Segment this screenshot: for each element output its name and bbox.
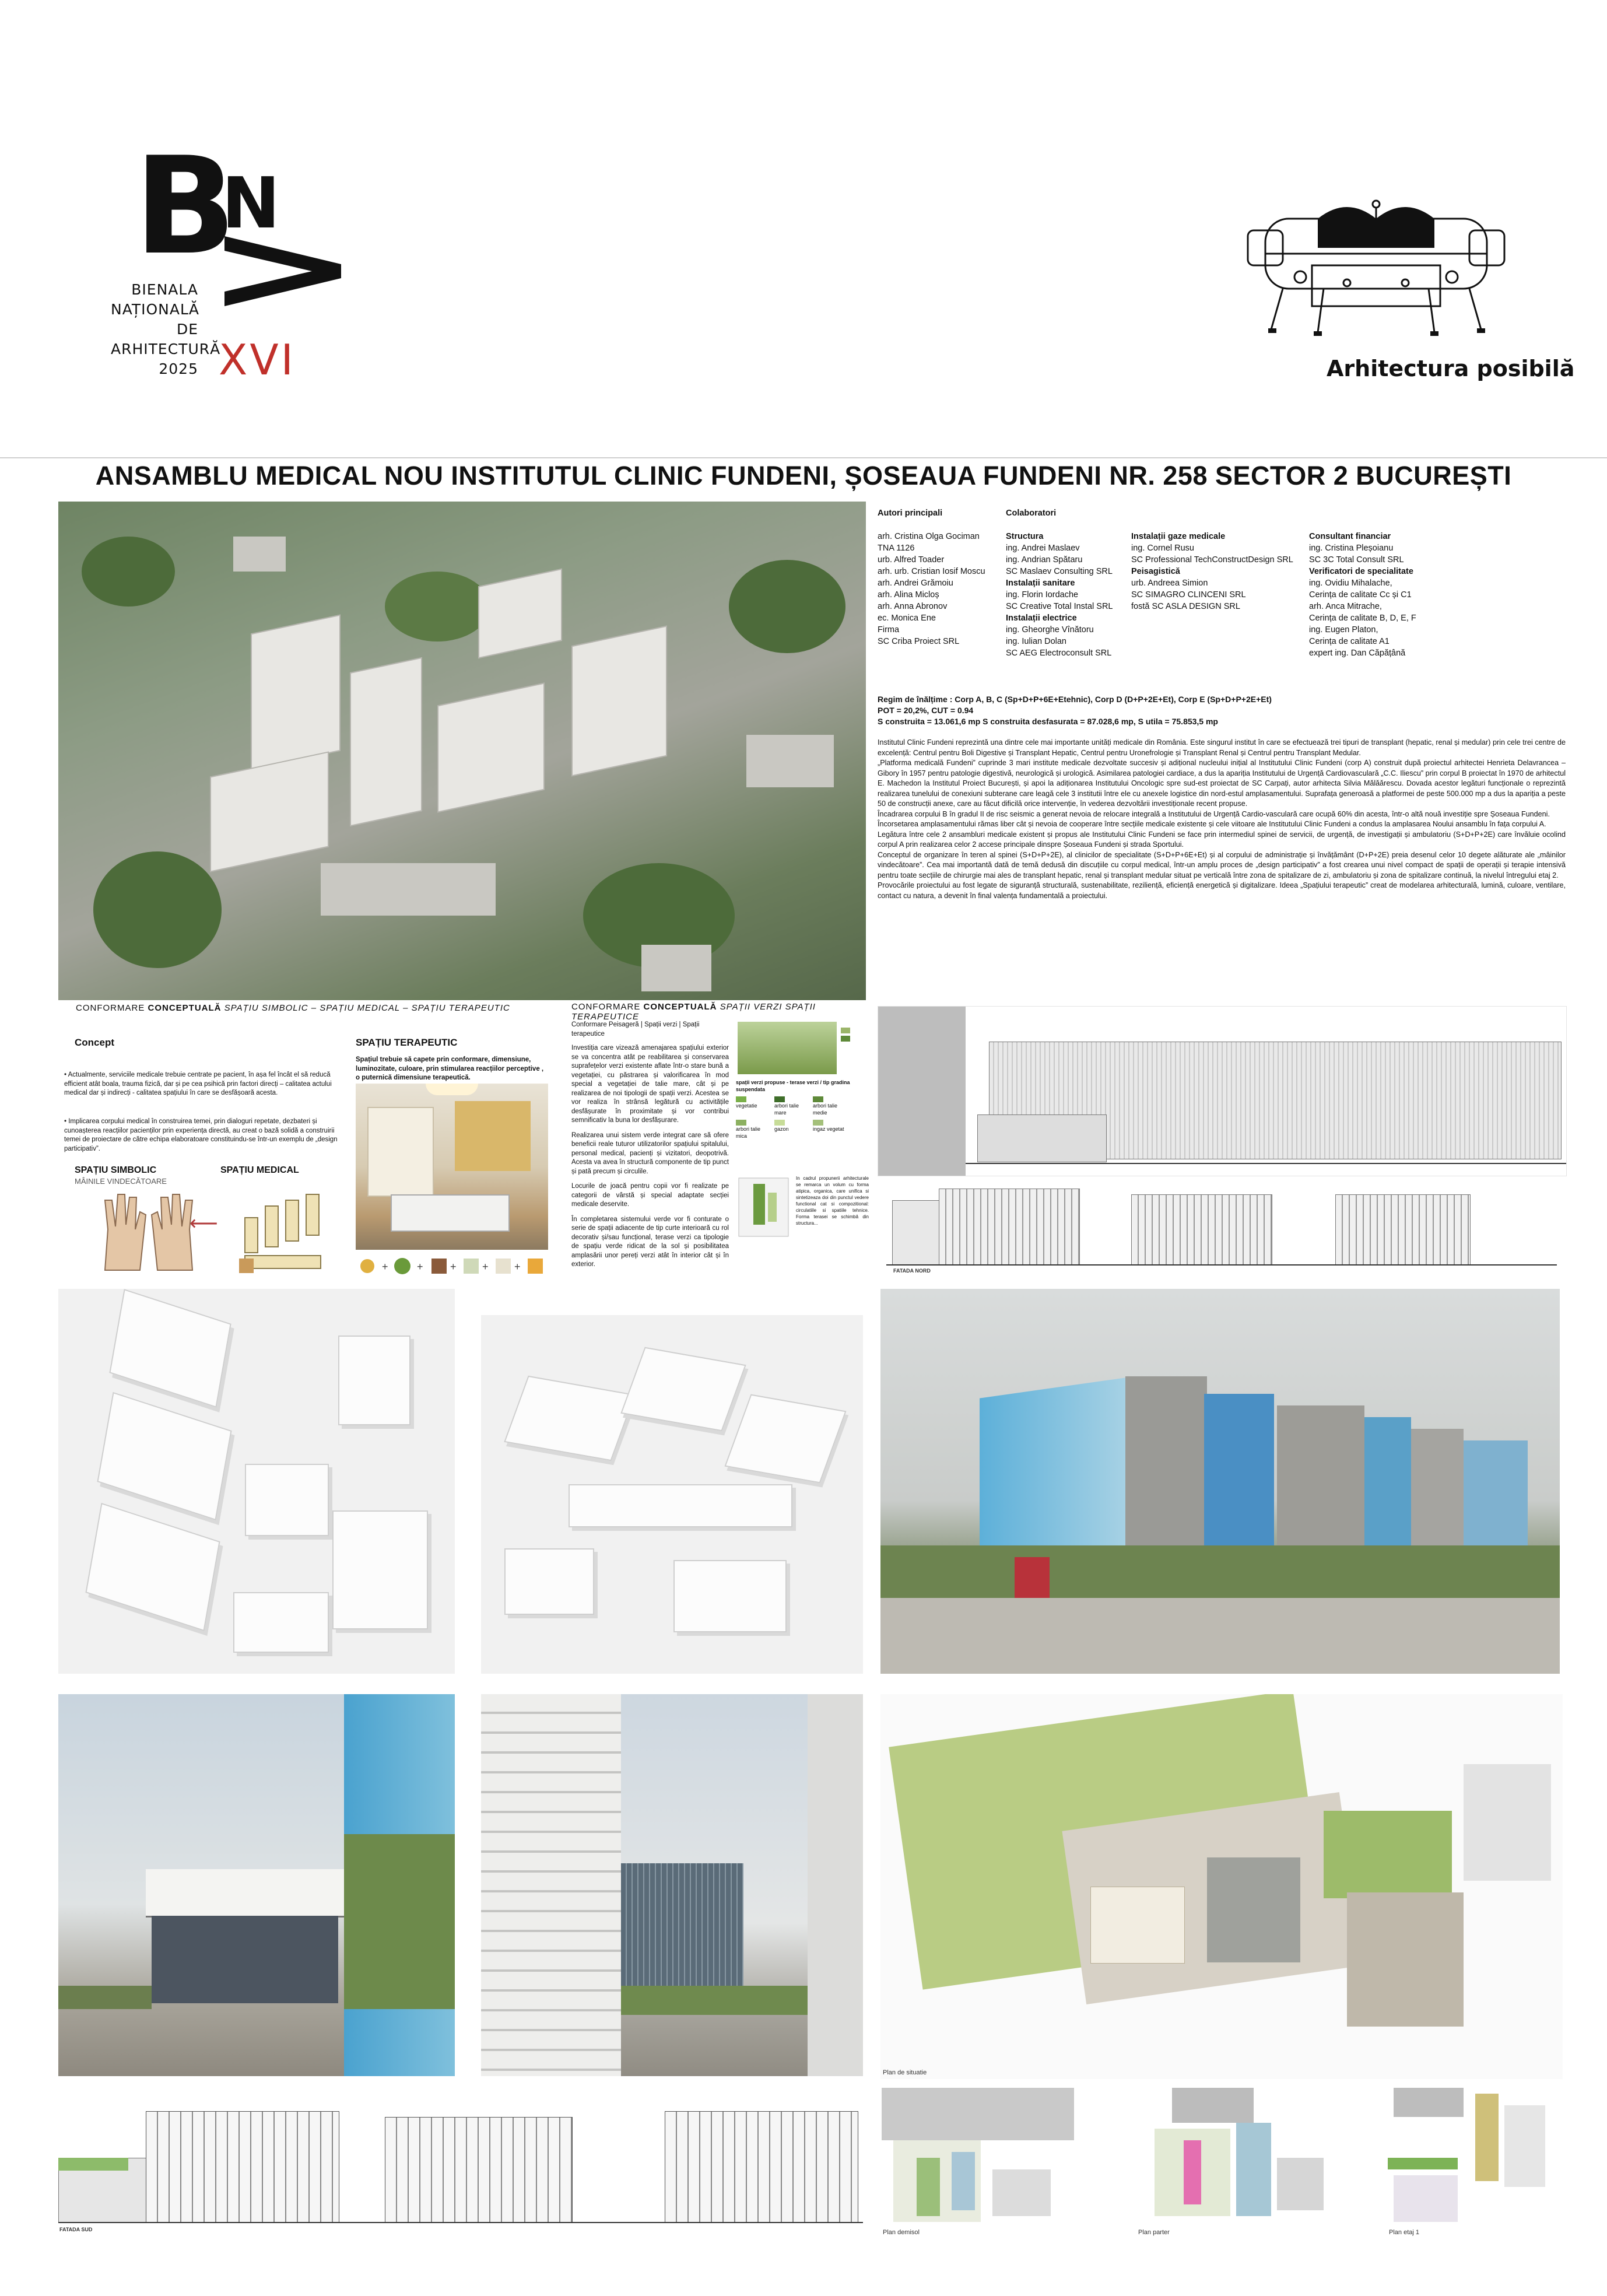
medical-label: SPAȚIU MEDICAL [220, 1165, 299, 1175]
credit-item: ing. Eugen Platon, [1309, 625, 1378, 635]
green-section-heading [571, 1002, 875, 1022]
collaborators-column-2 [1131, 531, 1306, 612]
credit-item: Cerința de calitate Cc și C1 [1309, 590, 1412, 600]
credit-heading: Structura [1006, 532, 1044, 541]
credit-item: SC AEG Electroconsult SRL [1006, 649, 1112, 658]
concept-bullet-2: • Implicarea corpului medical în construirea temei, prin dialoguri repetate, dezbateri și cunoașterea reacțiilor pacienților prin experiența directă, au creat o bază solidă a construirii temei de proiectare de către echipa elaboratoare constituindu-se într-un exemplu de „design participativ”. [64, 1118, 338, 1152]
description-paragraph: Încorsetarea amplasamentului rămas liber cât și nevoia de cooperare între secțiile medicale existente și cele viitoare ale Institutului Clinic Fundeni a condus la amplasarea Noului ansamblu în fața corpului A. [878, 820, 1546, 828]
logo-a-text [0, 0, 1, 1]
green-legend-icon [840, 1026, 863, 1050]
entrance-render-1 [58, 1694, 455, 2076]
green-paragraph: Investiția care vizează amenajarea spațiului exterior se va concentra atât pe reabilitarea și conservarea suprafețelor verzi existente aflate într-o stare bună a vegetației, cu păstrarea și valorificarea în mod special a vegetației de talie mare, cât și pe realizarea de noi tipologii de spații verzi. Acestea se vor realiza în strânsă legătură cu activitățile desfășurate în proximitate și vor contribui semnificativ la buna lor desfășurare. [571, 1044, 729, 1124]
simbolic-sublabel: MÂINILE VINDECĂTOARE [75, 1177, 167, 1186]
project-stats [878, 694, 1566, 727]
bullet-text: Implicarea corpului medical în construirea temei, prin dialoguri repetate, dezbateri și cunoașterea reacțiilor pacienților prin experiența directă, au creat o bază solidă a construirii temei de proiectare de către echipa elaboratoare constituindu-se într-un exemplu de „design participativ”. [64, 1118, 338, 1152]
facade-drawing-main [878, 1006, 1567, 1176]
stats-surfaces: S construita = 13.061,6 mp S construita desfasurata = 87.028,6 mp, S utila = 75.853,5 mp [878, 717, 1218, 726]
credit-item: SC Creative Total Instal SRL [1006, 602, 1113, 611]
credit-item: ing. Andrian Spătaru [1006, 555, 1083, 565]
author-item: arh. Alina Micloș [878, 590, 939, 600]
plan-parter-label: Plan parter [1138, 2229, 1170, 2236]
author-item: arh. Andrei Grămoiu [878, 579, 953, 588]
plan-demisol-drawing [882, 2088, 1074, 2239]
credit-item: ing. Cornel Rusu [1131, 544, 1194, 553]
heading-caps: CONFORMARE [76, 1003, 148, 1013]
heading-bold: CONCEPTUALĂ [148, 1003, 222, 1013]
credit-item: SC 3C Total Consult SRL [1309, 555, 1404, 565]
concept-title: Concept [75, 1037, 114, 1048]
credit-item: Cerința de calitate A1 [1309, 637, 1390, 646]
collaborators-column [1006, 507, 1128, 659]
author-item: arh. Anna Abronov [878, 602, 948, 611]
logo-line: 2025 [159, 360, 198, 377]
credit-item: fostă SC ASLA DESIGN SRL [1131, 602, 1240, 611]
green-plan-icon [736, 1175, 791, 1239]
north-facade-label: FATADA NORD [893, 1268, 931, 1274]
white-model-axonometric-1 [58, 1289, 455, 1674]
north-facade-drawing [886, 1177, 1557, 1273]
logo-line: BIENALA [131, 281, 198, 298]
credit-heading: Peisagistică [1131, 567, 1180, 576]
green-note: In cadrul propunerii arhitecturale se remarca un volum cu forma atipica, organica, care unifica si sintetizeaza doi din punctul vedere functional cat si compozitional: circulatiile si spatiile tehnice. Forma terasei se schimbă din structura... [796, 1176, 869, 1226]
legend-item: arbori talie mare [774, 1096, 809, 1116]
stats-pot-cut: POT = 20,2%, CUT = 0.94 [878, 706, 974, 715]
logo-line: NAȚIONALĂ [111, 301, 200, 318]
author-item: urb. Alfred Toader [878, 555, 945, 565]
heading-caps: CONFORMARE [571, 1002, 644, 1012]
legend-item: ingaz vegetat [813, 1120, 848, 1140]
description-paragraph: Legătura între cele 2 ansambluri medicale existent și propus ale Institutului Clinic Fundeni se face prin intermediul spinei de servicii, de urgență, de investigații și ambulatoriu (S+D+P+2E) care învăluie ocolind corpul A prin realizarea celor 2 accese principale dinspre Șoseaua Fundeni și strada Sportului. [878, 830, 1566, 849]
author-item: TNA 1126 [878, 544, 915, 553]
green-terrace-render [738, 1022, 837, 1074]
healing-hands-icon [93, 1189, 204, 1276]
credit-heading: Consultant financiar [1309, 532, 1391, 541]
description-paragraph: Institutul Clinic Fundeni reprezintă una dintre cele mai importante unități medicale din România. Este singurul institut în care se efectuează trei tipuri de transplant (hepatic, renal și medular) prin cele trei centre de excelență: Centrul pentru Boli Digestive și Transplant Hepatic, Centrul pentru Uronefrologie și Transplant Renal și Centrul pentru Transplant Medular. [878, 738, 1566, 757]
credit-heading: Instalații gaze medicale [1131, 532, 1226, 541]
legend-item: vegetatie [736, 1096, 771, 1116]
legend-item: gazon [774, 1120, 809, 1140]
terapeutic-text: Spațiul trebuie să capete prin conformare, dimensiune, luminozitate, culoare, prin stimularea reacțiilor perceptive , o puternică dimensiune terapeutică. [356, 1056, 544, 1081]
south-facade-drawing [58, 2094, 863, 2239]
svg-text:+: + [482, 1261, 489, 1273]
white-model-axonometric-2 [481, 1315, 863, 1674]
south-facade-label: FATADA SUD [59, 2227, 93, 2232]
credit-item: ing. Florin Iordache [1006, 590, 1079, 600]
medical-plan-icon [233, 1183, 344, 1276]
logo-line: ARHITECTURĂ [111, 341, 221, 357]
credit-item: arh. Anca Mitrache, [1309, 602, 1382, 611]
author-item: Firma [878, 625, 900, 635]
robot-illustration-icon [1230, 195, 1522, 347]
terapeutic-label: SPAȚIU TERAPEUTIC [356, 1037, 458, 1048]
description-paragraph: Conceptul de organizare în teren al spinei (S+D+P+2E), al clinicilor de specialitate (S+D+P+6E+Et) și al corpului de administrație și învățământ (D+P+2E) preia desenul celor 10 degete alăturate ale „mâinilor vindecătoare”. Cea mai importantă dată de temă dedusă din discuțiile cu corpul medical, într-un amplu proces de „design participativ” a fost crearea unui nivel compact de spații de operații și terapie intensivă pentru toate secțiile de chirurgie mai ales de transplant hepatic, renal și transplant medular situat pe verticală între zona de spitalizare de zi, ambulatoriu și zona de spitalizare continuă, la nivelul întregului etaj 2. [878, 850, 1566, 879]
street-perspective-render [880, 1289, 1560, 1674]
description-paragraph: Încadrarea corpului B în gradul II de risc seismic a generat nevoia de relocare integrală a Institutului de Urgență Cardio-vasculară care ocupă 60% din acesta, într-o altă nouă investiție spre Șoseaua Fundeni. [878, 809, 1550, 818]
courtyard-render [481, 1694, 863, 2076]
therapeutic-elements-row [350, 1252, 560, 1281]
description-paragraph: „Platforma medicală Fundeni” cuprinde 3 mari institute medicale dezvoltate succesiv și adițional nucleului inițial al Institutului Clinic Fundeni (corp A) construit după proiectul arhitectei Henrieta Delavrancea – Gibory în 1957 pentru patologie digestivă, neurologică și urologică. Asimilarea patologiei cardiace, a dus la apariția Institutului de Urgență Cardiovasculară „C.C. Iliescu” prin corpul B proiectat în 1970 de arhitectul E. Machedon la Institutul Proiect București, și apoi la adiționarea Institutului Oncologic spre sud-est proiectat de SC Carpați, autor arhitecta Silvia Mălăărescu. Dovada acestor legături funcționale o reprezintă realizarea tunelului de conexiuni subterane care leagă cele 3 institutii între ele cu anexele logistice din nord-estul amplasamentului. Suprafața generoasă a platformei de peste 500.000 mp a dus la apariția a peste 50 de construcții anexe, care au făcut dificilă orice intervenție, în vederea dezvoltării investiționale recent propuse. [878, 759, 1566, 808]
project-description [878, 738, 1566, 901]
concept-bullet-1: • Actualmente, serviciile medicale trebuie centrate pe pacient, în așa fel încât el să reducă efficient atât boala, trauma fizică, dar și pe cea psihică prin factori direcți – calitatea actului medical dar și indirecți - calitatea spațiului în care se desfășoară acesta. [64, 1071, 332, 1096]
collaborators-column-3 [1309, 531, 1455, 659]
credit-item: expert ing. Dan Căpățână [1309, 649, 1406, 658]
simbolic-label: SPAȚIU SIMBOLIC [75, 1165, 157, 1175]
logo-edition: XVI [219, 335, 296, 384]
plan-etaj-drawing [1388, 2088, 1563, 2239]
credit-item: Cerința de calitate B, D, E, F [1309, 614, 1416, 623]
description-paragraph: Provocările proiectului au fost legate de siguranță structurală, sustenabilitate, reziliență, eficiență energetică și digitalizare. Ideea „Spațiului terapeutic” creat de modelarea arhitecturală, lumină, culoare, ventilare, contact cu natura, a devenit în final valența fundamentală a proiectului. [878, 881, 1566, 900]
credit-item: urb. Andreea Simion [1131, 579, 1208, 588]
green-legend [736, 1079, 864, 1140]
credit-heading: Instalații sanitare [1006, 579, 1075, 588]
logo-a-shape-icon [224, 236, 341, 306]
heading-bold: CONCEPTUALĂ [643, 1002, 717, 1012]
credit-item: ing. Gheorghe Vînătoru [1006, 625, 1094, 635]
logo-wordmark [111, 280, 221, 379]
green-paragraphs [571, 1044, 729, 1270]
collaborators-heading: Colaboratori [1006, 509, 1057, 518]
logo-letter-a [224, 236, 341, 306]
logo-line: DE [176, 321, 198, 338]
legend-item: arbori talie mica [736, 1120, 771, 1140]
author-item: arh. urb. Cristian Iosif Moscu [878, 567, 985, 576]
green-intro: Conformare Peisageră | Spații verzi | Spații terapeutice [571, 1021, 700, 1037]
site-plan-drawing [880, 1694, 1563, 2079]
plan-demisol-label: Plan demisol [883, 2229, 920, 2236]
credit-item: SC Professional TechConstructDesign SRL [1131, 555, 1293, 565]
tagline: Arhitectura posibilă [1327, 356, 1575, 381]
legend-item: arbori talie medie [813, 1096, 848, 1116]
heading-italic: SPAȚIU SIMBOLIC – SPAȚIU MEDICAL – SPAȚIU TERAPEUTIC [221, 1003, 510, 1013]
credit-item: ing. Andrei Maslaev [1006, 544, 1080, 553]
plan-etaj-label: Plan etaj 1 [1389, 2229, 1419, 2236]
legend-title: spații verzi propuse - terase verzi / tip gradina suspendata [736, 1079, 850, 1092]
author-item: arh. Cristina Olga Gociman [878, 532, 980, 541]
hospital-room-render [356, 1084, 548, 1250]
green-paragraph: În completarea sistemului verde vor fi conturate o serie de spații adiacente de tip curte interioară cu rol decorativ și/sau funcțional, terase verzi ca tipologie de spațiu verde ridicat de la sol și posibilitatea amplasării unor pereți verzi atât în interior cât și în exterior. [571, 1215, 729, 1268]
credit-heading: Instalații electrice [1006, 614, 1077, 623]
logo-letter-b: B [134, 129, 232, 285]
svg-text:+: + [417, 1261, 423, 1273]
credit-heading: Verificatori de specialitate [1309, 567, 1413, 576]
credit-item: ing. Iulian Dolan [1006, 637, 1066, 646]
credit-item: ing. Cristina Pleșoianu [1309, 544, 1394, 553]
arrow-icon: ⟵ [190, 1212, 218, 1235]
author-item: ec. Monica Ene [878, 614, 936, 623]
page-title: ANSAMBLU MEDICAL NOU INSTITUTUL CLINIC FUNDENI, ȘOSEAUA FUNDENI NR. 258 SECTOR 2 BUCUREȘTI [95, 461, 1512, 490]
logo-letter-n: N [222, 163, 280, 244]
green-paragraph: Realizarea unui sistem verde integrat care să ofere beneficii reale tuturor utilizatorilor spațiului spitalului, personal medical, pacienți și vizitatori, deopotrivă. Acesta va avea în structură componente de tip punct și pată precum și circulile. [571, 1131, 729, 1175]
stats-height-regime: Regim de înălțime : Corp A, B, C (Sp+D+P+6E+Etehnic), Corp D (D+P+2E+Et), Corp E (Sp+D+P+2E+Et) [878, 695, 1272, 704]
green-paragraph: Locurile de joacă pentru copii vor fi realizate pe categorii de vârstă și special adaptate secției medicale deservite. [571, 1183, 729, 1208]
svg-text:+: + [514, 1261, 521, 1273]
aerial-render [58, 502, 866, 1000]
credit-item: SC Maslaev Consulting SRL [1006, 567, 1113, 576]
site-plan-label: Plan de situatie [883, 2069, 927, 2076]
plan-parter-drawing [1137, 2088, 1329, 2239]
header-divider [0, 457, 1607, 458]
heading-italic: SPAȚII VERZI SPAȚII TERAPEUTICE [571, 1002, 816, 1022]
svg-text:+: + [450, 1261, 457, 1273]
svg-text:+: + [382, 1261, 388, 1273]
authors-column [878, 507, 1000, 647]
credit-item: SC SIMAGRO CLINCENI SRL [1131, 590, 1246, 600]
concept-panel [58, 1019, 560, 1288]
concept-section-heading [76, 1003, 571, 1013]
authors-heading: Autori principali [878, 509, 943, 518]
bullet-text: Actualmente, serviciile medicale trebuie centrate pe pacient, în așa fel încât el să reducă efficient atât boala, trauma fizică, dar și pe cea psihică prin factori direcți – calitatea actului medical dar și indirecți - calitatea spațiului în care se desfășoară acesta. [64, 1071, 332, 1096]
credit-item: ing. Ovidiu Mihalache, [1309, 579, 1392, 588]
author-item: SC Criba Proiect SRL [878, 637, 960, 646]
